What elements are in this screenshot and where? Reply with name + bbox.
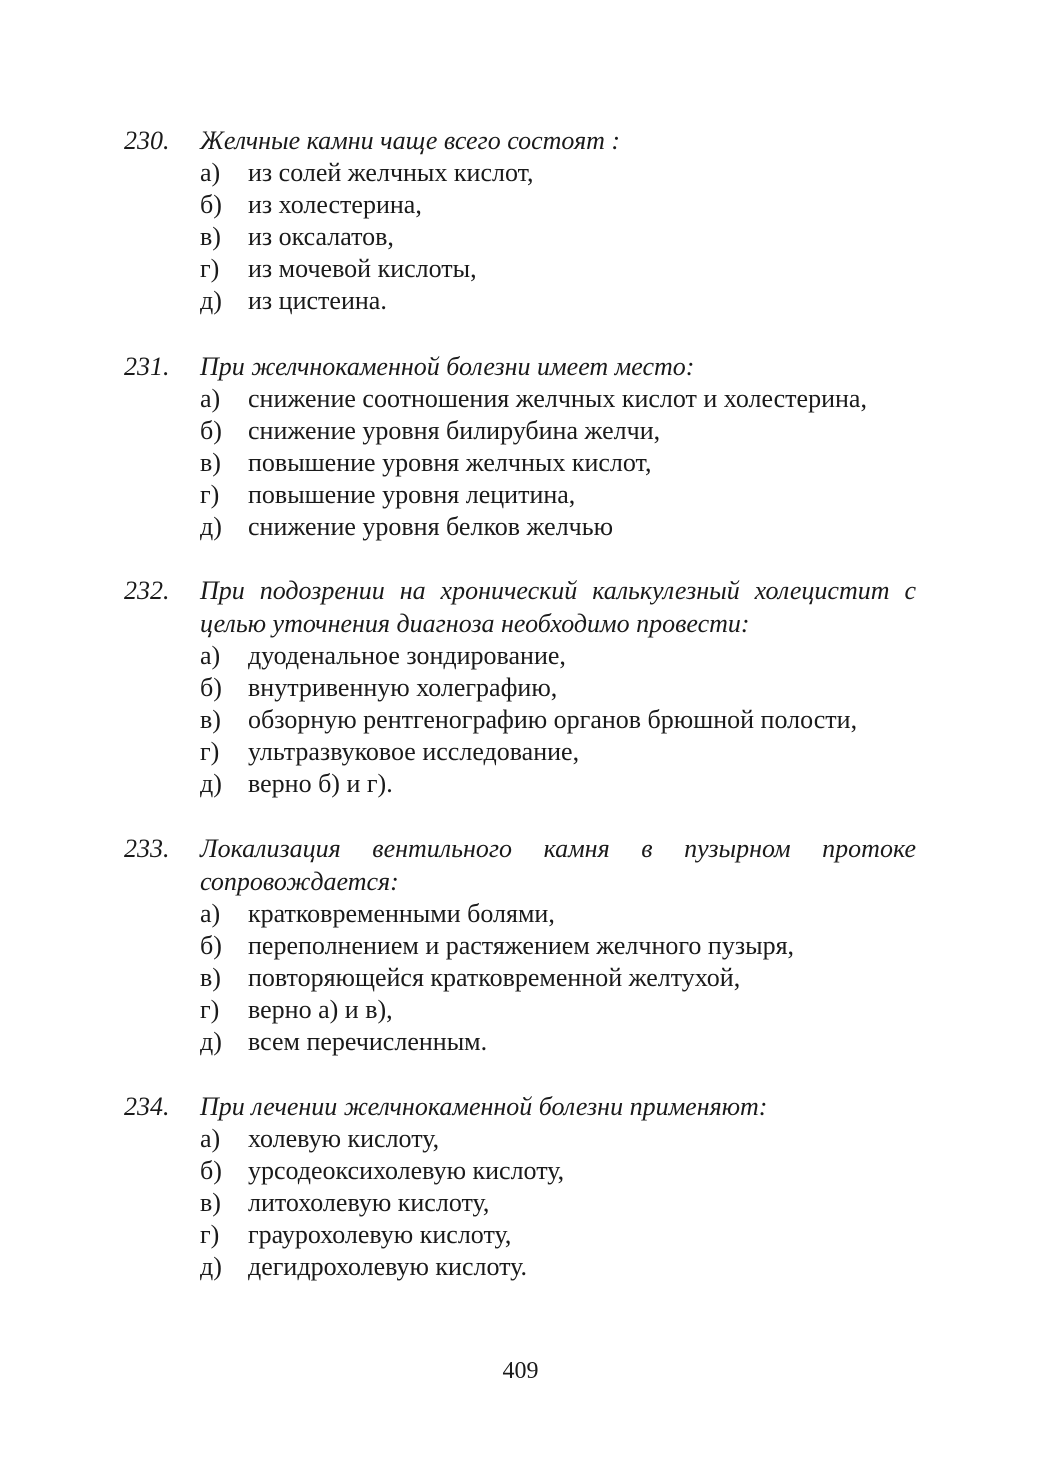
- question-text: При подозрении на хронический калькулезный холецистит с целью уточнения диагноза необходимо провести:: [200, 576, 916, 638]
- question-233: [124, 832, 916, 1058]
- option-letter: а): [200, 158, 221, 187]
- answer-option: [124, 221, 916, 253]
- option-text: переполнением и растяжением желчного пузыря,: [248, 931, 795, 960]
- option-text: повторяющейся кратковременной желтухой,: [248, 963, 741, 992]
- option-text: из солей желчных кислот,: [248, 158, 534, 187]
- answer-option: [124, 1251, 916, 1283]
- answer-option: [124, 253, 916, 285]
- option-letter: г): [200, 480, 220, 509]
- option-text: снижение уровня белков желчью: [248, 512, 614, 541]
- question-234: [124, 1090, 916, 1283]
- answer-option: [124, 1219, 916, 1251]
- option-letter: д): [200, 769, 222, 798]
- answer-option: [124, 672, 916, 704]
- option-text: верно а) и в),: [248, 995, 393, 1024]
- question-heading: [124, 574, 916, 640]
- option-text: из холестерина,: [248, 190, 422, 219]
- option-letter: г): [200, 737, 220, 766]
- option-text: ультразвуковое исследование,: [248, 737, 580, 766]
- option-letter: в): [200, 222, 221, 251]
- option-text: урсодеоксихолевую кислоту,: [248, 1156, 565, 1185]
- option-letter: а): [200, 641, 221, 670]
- option-letter: б): [200, 673, 222, 702]
- option-letter: в): [200, 705, 221, 734]
- question-heading: [124, 1090, 916, 1123]
- option-text: кратковременными болями,: [248, 899, 555, 928]
- option-text: дуоденальное зондирование,: [248, 641, 566, 670]
- answer-option: [124, 511, 916, 543]
- option-letter: д): [200, 512, 222, 541]
- answer-option: [124, 1155, 916, 1187]
- option-text: из цистеина.: [248, 286, 387, 315]
- question-heading: [124, 350, 916, 383]
- question-text: Желчные камни чаще всего состоят :: [200, 126, 621, 155]
- question-heading: [124, 832, 916, 898]
- answer-option: [124, 1026, 916, 1058]
- option-letter: б): [200, 190, 222, 219]
- answer-options: [124, 898, 916, 1058]
- option-letter: г): [200, 254, 220, 283]
- question-230: [124, 124, 916, 317]
- option-text: холевую кислоту,: [248, 1124, 440, 1153]
- answer-option: [124, 640, 916, 672]
- question-text: При лечении желчнокаменной болезни применяют:: [200, 1092, 768, 1121]
- answer-option: [124, 1123, 916, 1155]
- page-number: 409: [502, 1358, 539, 1384]
- answer-option: [124, 1187, 916, 1219]
- option-text: всем перечисленным.: [248, 1027, 488, 1056]
- option-letter: д): [200, 286, 222, 315]
- option-letter: б): [200, 931, 222, 960]
- answer-option: [124, 415, 916, 447]
- answer-option: [124, 285, 916, 317]
- question-text: Локализация вентильного камня в пузырном протоке сопровождается:: [200, 834, 916, 896]
- option-letter: а): [200, 1124, 221, 1153]
- answer-options: [124, 383, 916, 543]
- option-text: повышение уровня лецитина,: [248, 480, 576, 509]
- question-number: 233.: [124, 834, 170, 863]
- question-232: [124, 574, 916, 800]
- answer-option: [124, 736, 916, 768]
- option-letter: б): [200, 416, 222, 445]
- option-text: из мочевой кислоты,: [248, 254, 477, 283]
- option-text: из оксалатов,: [248, 222, 394, 251]
- option-letter: в): [200, 1188, 221, 1217]
- option-text: повышение уровня желчных кислот,: [248, 448, 652, 477]
- option-text: литохолевую кислоту,: [248, 1188, 490, 1217]
- question-number: 234.: [124, 1092, 170, 1121]
- answer-option: [124, 994, 916, 1026]
- option-letter: б): [200, 1156, 222, 1185]
- option-text: дегидрохолевую кислоту.: [248, 1252, 528, 1281]
- answer-options: [124, 157, 916, 317]
- option-text: внутривенную холеграфию,: [248, 673, 558, 702]
- option-text: снижение соотношения желчных кислот и холестерина,: [248, 384, 867, 413]
- option-text: снижение уровня билирубина желчи,: [248, 416, 661, 445]
- question-number: 231.: [124, 352, 170, 381]
- answer-option: [124, 704, 916, 736]
- option-letter: д): [200, 1027, 222, 1056]
- answer-option: [124, 768, 916, 800]
- question-text: При желчнокаменной болезни имеет место:: [200, 352, 695, 381]
- option-text: граурохолевую кислоту,: [248, 1220, 512, 1249]
- option-letter: г): [200, 995, 220, 1024]
- option-text: обзорную рентгенографию органов брюшной полости,: [248, 705, 858, 734]
- answer-option: [124, 898, 916, 930]
- option-letter: г): [200, 1220, 220, 1249]
- option-letter: а): [200, 899, 221, 928]
- question-number: 230.: [124, 126, 170, 155]
- answer-options: [124, 1123, 916, 1283]
- answer-options: [124, 640, 916, 800]
- answer-option: [124, 447, 916, 479]
- option-letter: а): [200, 384, 221, 413]
- answer-option: [124, 930, 916, 962]
- answer-option: [124, 383, 916, 415]
- question-231: [124, 350, 916, 543]
- option-letter: в): [200, 448, 221, 477]
- option-letter: д): [200, 1252, 222, 1281]
- answer-option: [124, 479, 916, 511]
- question-number: 232.: [124, 576, 170, 605]
- answer-option: [124, 962, 916, 994]
- question-heading: [124, 124, 916, 157]
- option-letter: в): [200, 963, 221, 992]
- answer-option: [124, 157, 916, 189]
- option-text: верно б) и г).: [248, 769, 393, 798]
- answer-option: [124, 189, 916, 221]
